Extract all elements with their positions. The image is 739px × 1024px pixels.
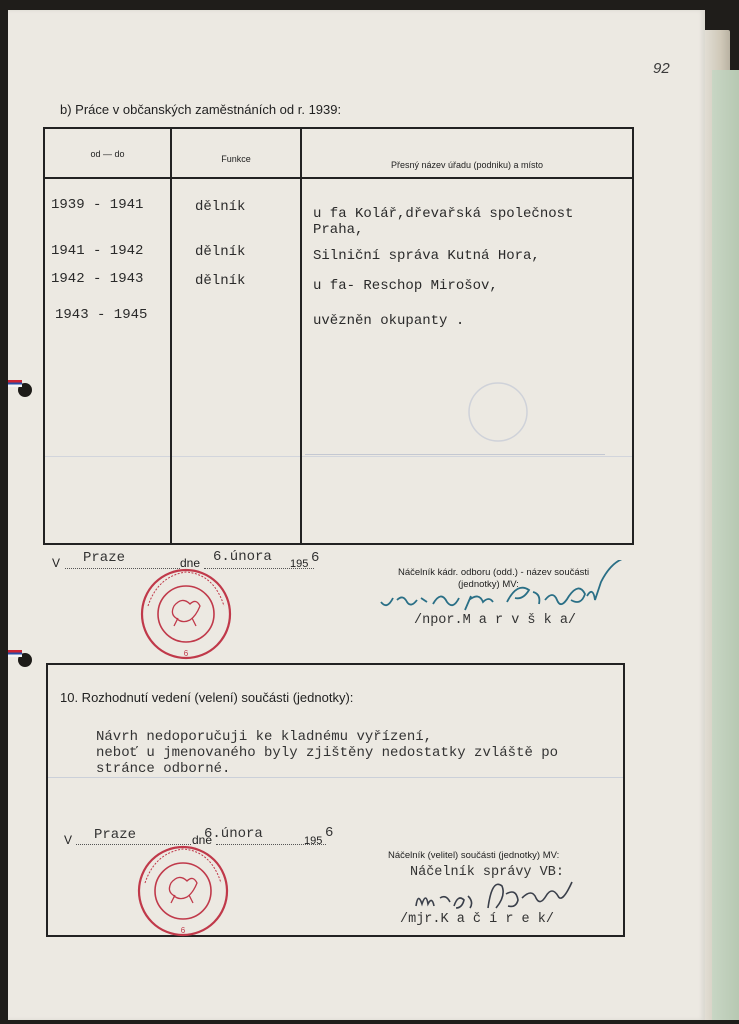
signatory-title-line1: Náčelník kádr. odboru (odd.) - název součásti bbox=[398, 567, 590, 578]
decision-text-line2: neboť u jmenovaného byly zjištěny nedostatky zvláště po bbox=[96, 745, 559, 761]
column-divider bbox=[170, 129, 172, 543]
row-period: 1939 - 1941 bbox=[51, 197, 144, 213]
place-value: Praze bbox=[83, 550, 126, 566]
signatory-name: /npor.M a r v š k a/ bbox=[414, 613, 577, 628]
year-prefix: 195 bbox=[290, 558, 309, 570]
row-function: dělník bbox=[195, 199, 246, 215]
stamp-number: 6 bbox=[183, 649, 189, 658]
row-employer: u fa Kolář,dřevařská společnost bbox=[313, 206, 574, 222]
header-period: od — do bbox=[90, 149, 125, 159]
signatory-title-line2: (jednotky) MV: bbox=[458, 579, 519, 590]
section-b-label: b) Práce v občanských zaměstnáních od r. 1939: bbox=[60, 102, 342, 117]
year-digit: 6 bbox=[325, 825, 334, 841]
decision-text-line1: Návrh nedoporučuji ke kladnému vyřízení, bbox=[96, 729, 433, 745]
handwritten-signature-1 bbox=[373, 560, 643, 620]
signatory-name: /mjr.K a č í r e k/ bbox=[400, 912, 554, 927]
signatory-function: Náčelník správy VB: bbox=[410, 865, 564, 880]
row-employer: uvězněn okupanty . bbox=[313, 313, 465, 329]
date-value: 6.února bbox=[213, 549, 272, 565]
place-value: Praze bbox=[94, 827, 137, 843]
column-divider bbox=[300, 129, 302, 543]
section-10-label: 10. Rozhodnutí vedení (velení) součásti (jednotky): bbox=[60, 690, 354, 705]
year-digit: 6 bbox=[311, 550, 320, 566]
header-employer: Přesný název úřadu (podniku) a místo bbox=[390, 160, 544, 170]
green-sheet-edge bbox=[712, 70, 739, 1020]
row-period: 1942 - 1943 bbox=[51, 271, 144, 287]
handwritten-signature-2 bbox=[388, 868, 608, 918]
employment-table bbox=[43, 127, 634, 545]
stamp-number: 6 bbox=[180, 926, 186, 935]
row-employer-line2: Praha, bbox=[313, 222, 364, 238]
year-prefix: 195 bbox=[304, 835, 323, 847]
signatory-title: Náčelník (velitel) součásti (jednotky) MV: bbox=[388, 850, 560, 861]
date-prefix: dne bbox=[192, 833, 213, 847]
show-through-line bbox=[45, 456, 632, 457]
header-function: Funkce bbox=[221, 154, 251, 164]
row-period: 1943 - 1945 bbox=[55, 307, 148, 323]
row-function: dělník bbox=[195, 244, 246, 260]
document-page bbox=[8, 10, 705, 1020]
place-prefix: V bbox=[64, 833, 73, 847]
decision-text-line3: stránce odborné. bbox=[96, 761, 231, 777]
show-through-line bbox=[48, 777, 623, 778]
row-employer: Silniční správa Kutná Hora, bbox=[313, 248, 540, 264]
page-number: 92 bbox=[653, 60, 670, 77]
date-prefix: dne bbox=[180, 556, 201, 570]
date-value: 6.února bbox=[204, 826, 263, 842]
show-through-circle bbox=[465, 379, 531, 445]
row-period: 1941 - 1942 bbox=[51, 243, 144, 259]
official-stamp-2 bbox=[135, 843, 231, 939]
place-prefix: V bbox=[52, 556, 61, 570]
binding-thread-bottom bbox=[8, 650, 22, 657]
show-through-line bbox=[305, 454, 605, 455]
binding-thread-top bbox=[8, 380, 22, 387]
row-employer: u fa- Reschop Mirošov, bbox=[313, 278, 498, 294]
header-divider bbox=[45, 177, 632, 179]
row-function: dělník bbox=[195, 273, 246, 289]
official-stamp-1 bbox=[138, 566, 234, 662]
